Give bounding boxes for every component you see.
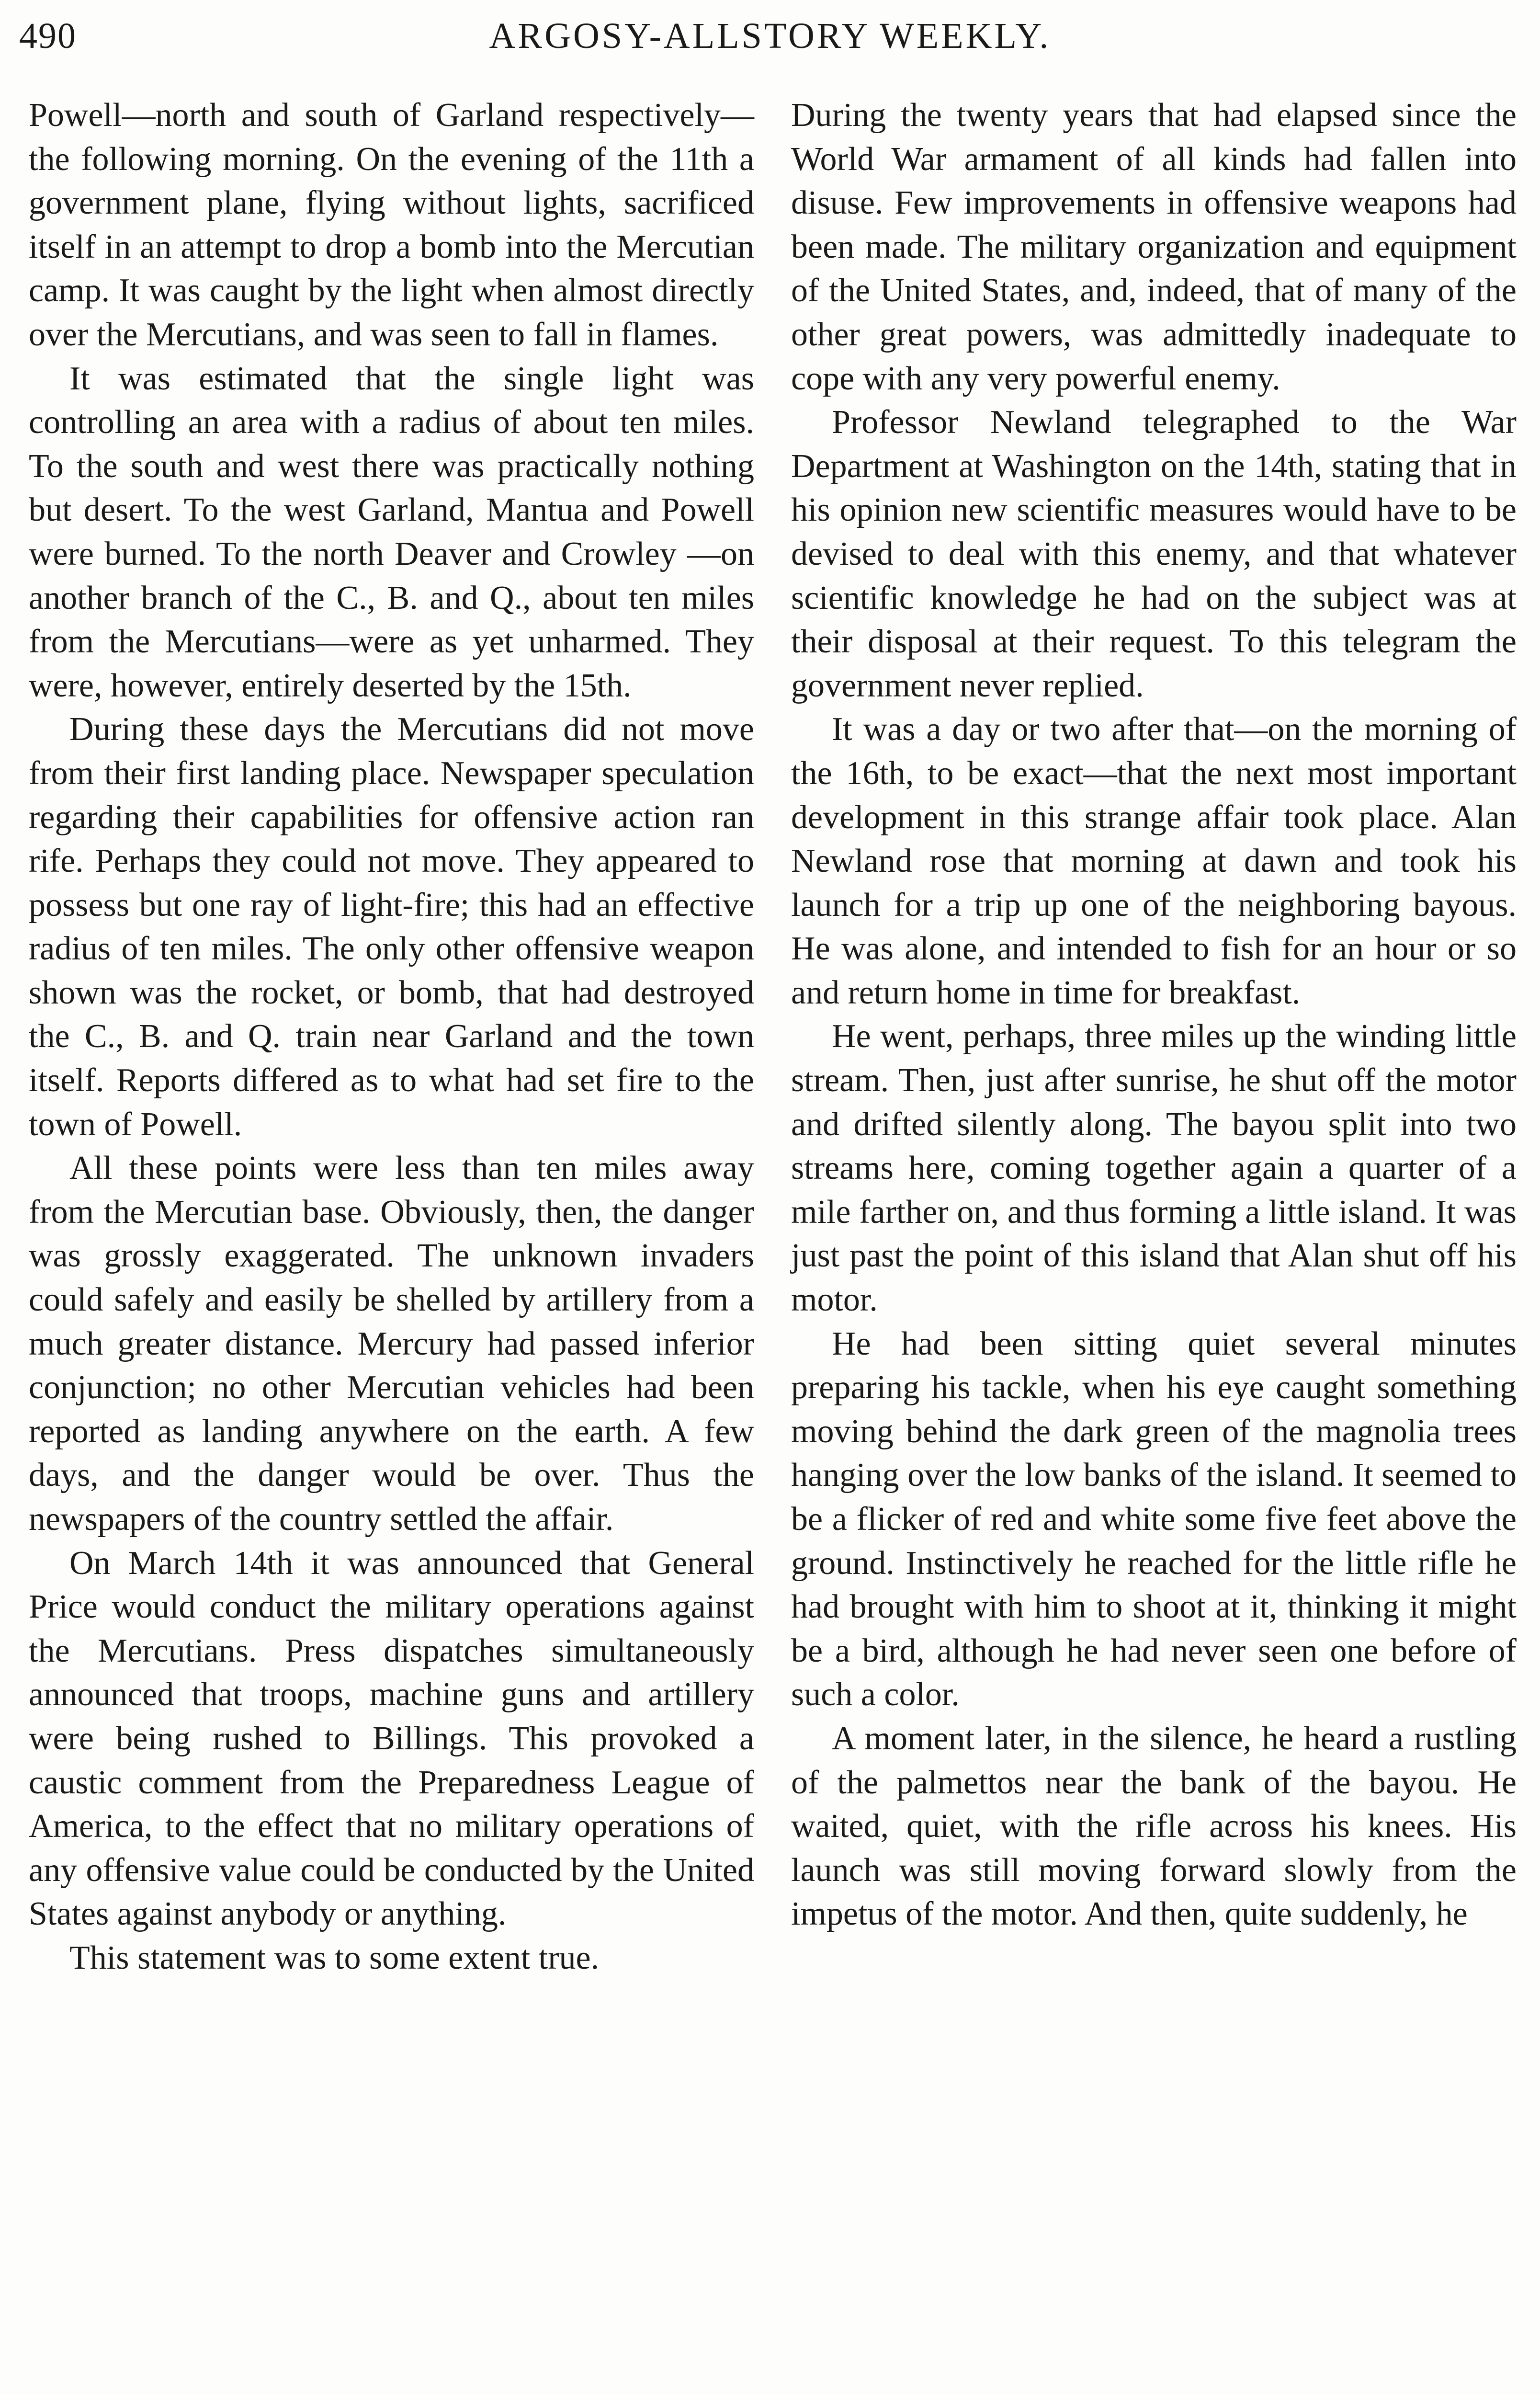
paragraph: This statement was to some extent true. [69,1939,600,1976]
paragraph: It was estimated that the single light was controlling an area with a radius of about ten miles. To the south and west there was practically nothing but desert. To the west Garland, Mantua and Powell were burned. To the north Deaver and Crowley —on another branch of the C., B. and Q., about ten miles from the Mercutians—were as yet unharmed. They were, however, entirely deserted by the 15th. [29,360,754,704]
paragraph: During these days the Mercutians did not move from their first landing place. Newspaper speculation regarding their capabilities for offensive action ran rife. Perhaps they could not move. They appeared to possess but one ray of light-fire; this had an effective radius of ten miles. The only other offensive weapon shown was the rocket, or bomb, that had destroyed the C., B. and Q. train near Garland and the town itself. Reports differed as to what had set fire to the town of Powell. [29,711,754,1143]
paragraph: It was a day or two after that—on the morning of the 16th, to be exact—that the next most important development in this strange affair took place. Alan Newland rose that morning at dawn and took his launch for a trip up one of the neighboring bayous. He was alone, and intended to fish for an hour or so and return home in time for breakfast. [791,711,1517,1011]
paragraph: He went, perhaps, three miles up the winding little stream. Then, just after sunrise, he shut off the motor and drifted silently along. The bayou split into two streams here, coming together again a quarter of a mile farther on, and thus forming a little island. It was just past the point of this island that Alan shut off his motor. [791,1018,1517,1319]
paragraph: On March 14th it was announced that General Price would conduct the military operations against the Mercutians. Press dispatches simultaneously announced that troops, machine guns and artillery were being rushed to Billings. This provoked a caustic comment from the Preparedness League of America, to the effect that no military operations of any offensive value could be conducted by the United States against anybody or anything. [29,1544,754,1933]
paragraph: During the twenty years that had elapsed since the World War armament of all kinds had fallen into disuse. Few improvements in offensive weapons had been made. The military organization and equipment of the United States, and, indeed, that of many of the other great powers, was admittedly inadequate to cope with any very powerful enemy. [791,97,1517,397]
paragraph: All these points were less than ten miles away from the Mercutian base. Obviously, then, the danger was grossly exaggerated. The unknown invaders could safely and easily be shelled by artillery from a much greater distance. Mercury had passed inferior conjunction; no other Mercutian vehicles had been reported as landing anywhere on the earth. A few days, and the danger would be over. Thus the newspapers of the country settled the affair. [29,1150,754,1538]
left-column [29,93,754,1980]
paragraph: Powell—north and south of Garland respectively—the following morning. On the evening of the 11th a government plane, flying without lights, sacrificed itself in an attempt to drop a bomb into the Mercutian camp. It was caught by the light when almost directly over the Mercutians, and was seen to fall in flames. [29,97,754,353]
paragraph: A moment later, in the silence, he heard a rustling of the palmettos near the bank of the bayou. He waited, quiet, with the rifle across his knees. His launch was still moving forward slowly from the impetus of the motor. And then, quite suddenly, he [791,1720,1517,1933]
paragraph: He had been sitting quiet several minutes preparing his tackle, when his eye caught something moving behind the dark green of the magnolia trees hanging over the low banks of the island. It seemed to be a flicker of red and white some five feet above the ground. Instinctively he reached for the little rifle he had brought with him to shoot at it, thinking it might be a bird, although he had never seen one before of such a color. [791,1325,1517,1713]
right-column [791,93,1517,1936]
paragraph: Professor Newland telegraphed to the War Department at Washington on the 14th, stating that in his opinion new scientific measures would have to be devised to deal with this enemy, and that whatever scientific knowledge he had on the subject was at their disposal at their request. To this telegram the government never replied. [791,404,1517,704]
page-header [19,10,1521,62]
running-title: ARGOSY-ALLSTORY WEEKLY. [489,16,1051,56]
page-number: 490 [19,16,77,56]
